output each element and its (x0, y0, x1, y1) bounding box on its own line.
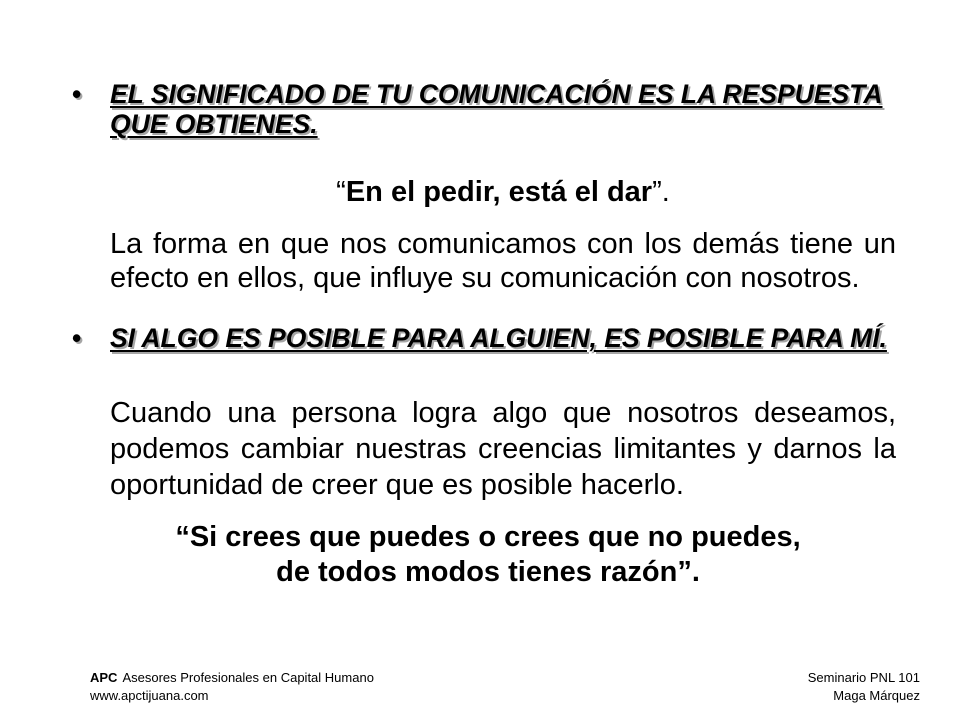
section2-heading: SI ALGO ES POSIBLE PARA ALGUIEN, ES POSIBLE PARA MÍ. (110, 323, 887, 353)
company-name: Asesores Profesionales en Capital Humano (122, 670, 374, 685)
footer-right (808, 669, 920, 705)
quote-text: En el pedir, está el dar (345, 176, 653, 208)
bullet-marker: • (72, 323, 82, 353)
quote-open-mark: “ (336, 176, 346, 208)
footer-author: Maga Márquez (833, 688, 920, 703)
footer-left (90, 669, 374, 705)
section2-quote (80, 520, 896, 590)
footer-company (90, 669, 374, 687)
section1-body: La forma en que nos comunicamos con los demás tiene un efecto en ellos, que influye su comunicación con nosotros. (110, 228, 896, 294)
section1-quote (110, 175, 896, 209)
footer-website: www.apctijuana.com (90, 688, 209, 703)
quote-close-mark: ”. (652, 176, 670, 208)
section1-heading: EL SIGNIFICADO DE TU COMUNICACIÓN ES LA RESPUESTA QUE OBTIENES. (110, 79, 883, 139)
quote-line: “Si crees que puedes o crees que no puedes, (175, 521, 801, 553)
bullet-marker: • (72, 79, 82, 109)
footer-course: Seminario PNL 101 (807, 670, 920, 685)
quote-line: de todos modos tienes razón”. (276, 556, 700, 588)
company-abbr: APC (90, 670, 118, 685)
section2-body: Cuando una persona logra algo que nosotros deseamos, podemos cambiar nuestras creencias limitantes y darnos la oportunidad de creer que es posible hacerlo. (110, 397, 896, 501)
